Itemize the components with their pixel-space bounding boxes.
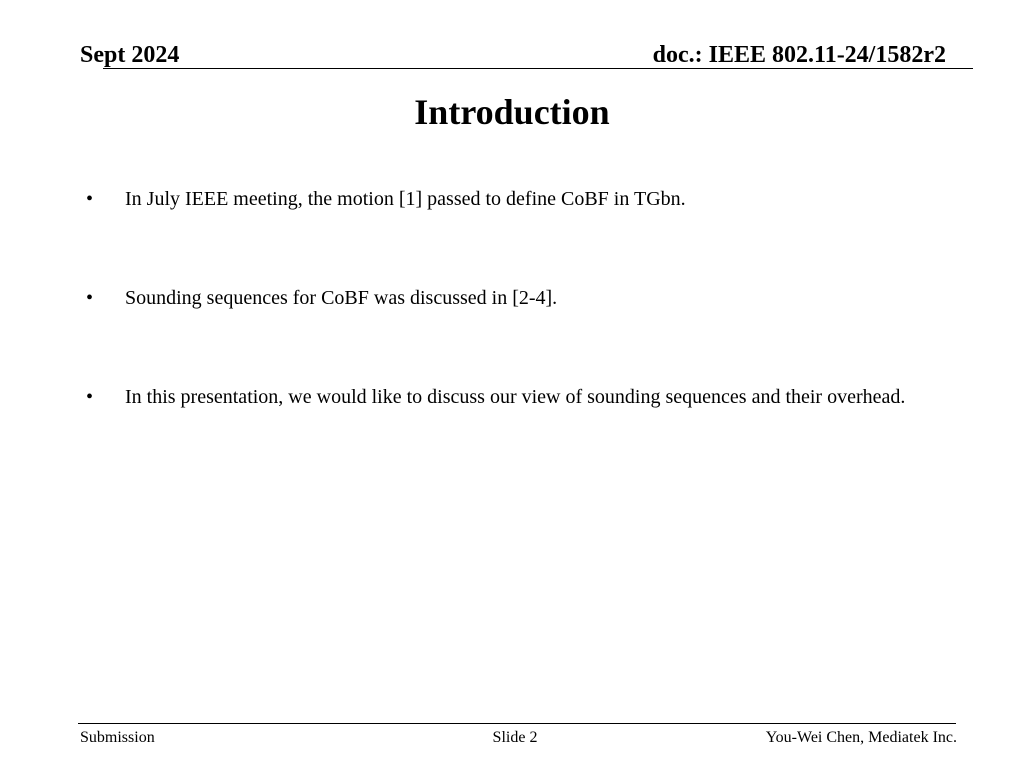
bullet-text: In July IEEE meeting, the motion [1] passed to define CoBF in TGbn.	[125, 188, 686, 210]
footer-divider	[78, 723, 956, 724]
footer-submission: Submission	[80, 729, 155, 746]
slide-title: Introduction	[414, 92, 610, 132]
header-date: Sept 2024	[80, 42, 180, 68]
bullet-marker: •	[86, 188, 94, 210]
bullet-marker: •	[86, 386, 94, 408]
bullet-text: In this presentation, we would like to discuss our view of sounding sequences and their overhead.	[125, 386, 906, 408]
bullet-marker: •	[86, 287, 94, 309]
bullet-item	[86, 285, 926, 312]
bullet-text: Sounding sequences for CoBF was discussed in [2-4].	[125, 287, 558, 309]
document-id: doc.: IEEE 802.11-24/1582r2	[652, 42, 946, 68]
bullet-item	[86, 384, 926, 411]
header-divider	[103, 68, 973, 69]
footer-author: You-Wei Chen, Mediatek Inc.	[765, 729, 957, 746]
slide-number: Slide 2	[492, 729, 538, 746]
bullet-item	[86, 186, 926, 213]
